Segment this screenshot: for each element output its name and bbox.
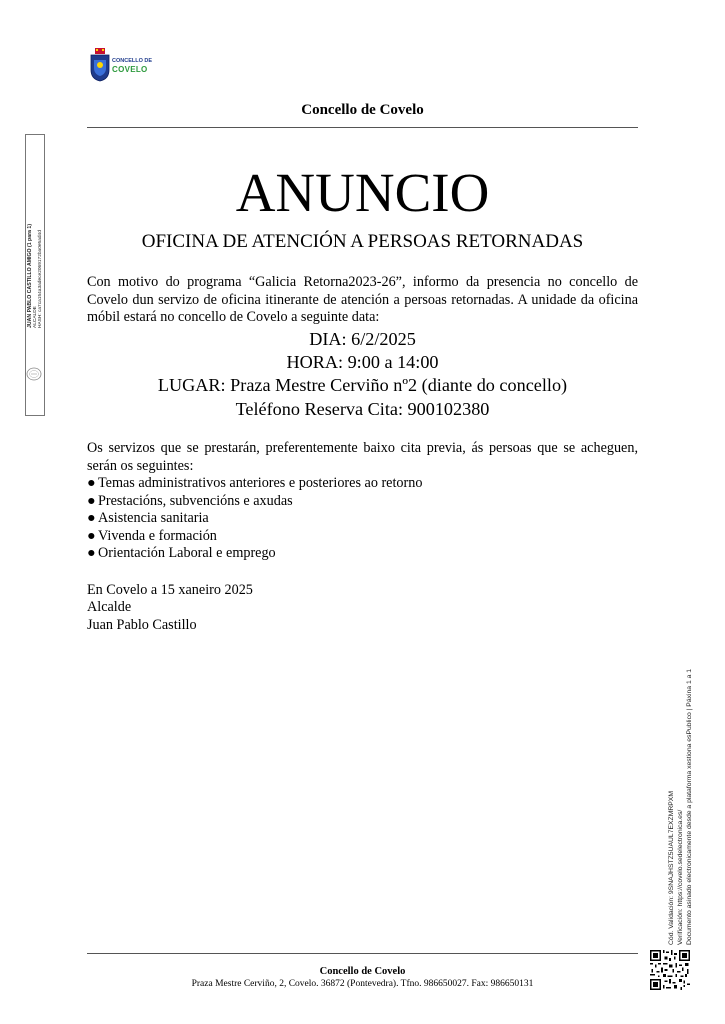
validation-url[interactable]: Verificación: https://covelo.sedelectronica.es/	[677, 809, 684, 945]
bullet-icon: ●	[87, 475, 96, 491]
service-label: Asistencia sanitaria	[98, 510, 209, 526]
bullet-icon: ●	[87, 527, 96, 544]
footer-organization: Concello de Covelo	[319, 966, 406, 977]
document-title: ANUNCIO	[235, 162, 490, 223]
signature-role: ALCALDE	[33, 306, 38, 328]
validation-code: Cód. Validación: 9SNAJHSTZ5UAUL7EXZMRPXM	[668, 791, 675, 945]
service-label: Temas administrativos anteriores e posteriores ao retorno	[98, 475, 423, 491]
qr-code-icon	[650, 950, 690, 990]
signature-hash: HASH: ca7ca154a3adece2069172ba0e5ad4d	[38, 230, 43, 328]
footer-address: Praza Mestre Cerviño, 2, Covelo. 36872 (Pontevedra). Tfno. 986650027. Fax: 986650131	[191, 979, 534, 989]
service-label: Prestacións, subvencións e axudas	[98, 492, 293, 509]
footer-divider	[87, 953, 638, 954]
list-item	[87, 545, 422, 563]
document-subtitle: OFICINA DE ATENCIÓN A PERSOAS RETORNADAS	[141, 231, 584, 252]
closing-role: Alcalde	[87, 599, 132, 615]
coat-of-arms-icon	[90, 48, 110, 82]
list-item	[87, 528, 422, 546]
logo-text-line1: CONCELLO DE	[112, 58, 153, 64]
closing-signatory: Juan Pablo Castillo	[87, 617, 197, 633]
header-title: Concello de Covelo	[301, 102, 424, 118]
booking-phone: Teléfono Reserva Cita: 900102380	[235, 399, 490, 419]
closing-place-date: En Covelo a 15 xaneiro 2025	[87, 582, 253, 598]
list-item	[87, 475, 422, 493]
intro-paragraph: Con motivo do programa “Galicia Retorna2023-26”, informo da presencia no concello de Covelo dun servizo de oficina itinerante de atención a persoas retornadas. A unidade da oficina móbil estará no concello de Covelo a seguinte data:	[87, 274, 638, 325]
service-label: Orientación Laboral e emprego	[98, 545, 276, 561]
event-time: HORA: 9:00 a 14:00	[286, 352, 439, 372]
header-divider	[87, 127, 638, 128]
signature-seal-icon	[26, 366, 42, 382]
list-item	[87, 510, 422, 528]
services-list	[87, 475, 422, 563]
signature-signer: JUAN PABLO CASTILLO AMIGO (1 para 1)	[27, 223, 33, 328]
service-label: Vivenda e formación	[98, 527, 217, 544]
bullet-icon: ●	[87, 510, 96, 526]
bullet-icon: ●	[87, 492, 96, 509]
list-item	[87, 493, 422, 511]
validation-note: Documento asinado electronicamente desde a plataforma xestiona esPublico | Páxina 1 a 1	[686, 668, 693, 945]
municipality-logo	[88, 44, 158, 90]
event-location: LUGAR: Praza Mestre Cerviño nº2 (diante do concello)	[157, 375, 568, 395]
bullet-icon: ●	[87, 545, 96, 561]
logo-text-line2: COVELO	[112, 65, 148, 74]
services-intro: Os servizos que se prestarán, preferentemente baixo cita previa, ás persoas que se acheguen, serán os seguintes:	[87, 440, 638, 474]
event-date: DIA: 6/2/2025	[309, 329, 416, 349]
